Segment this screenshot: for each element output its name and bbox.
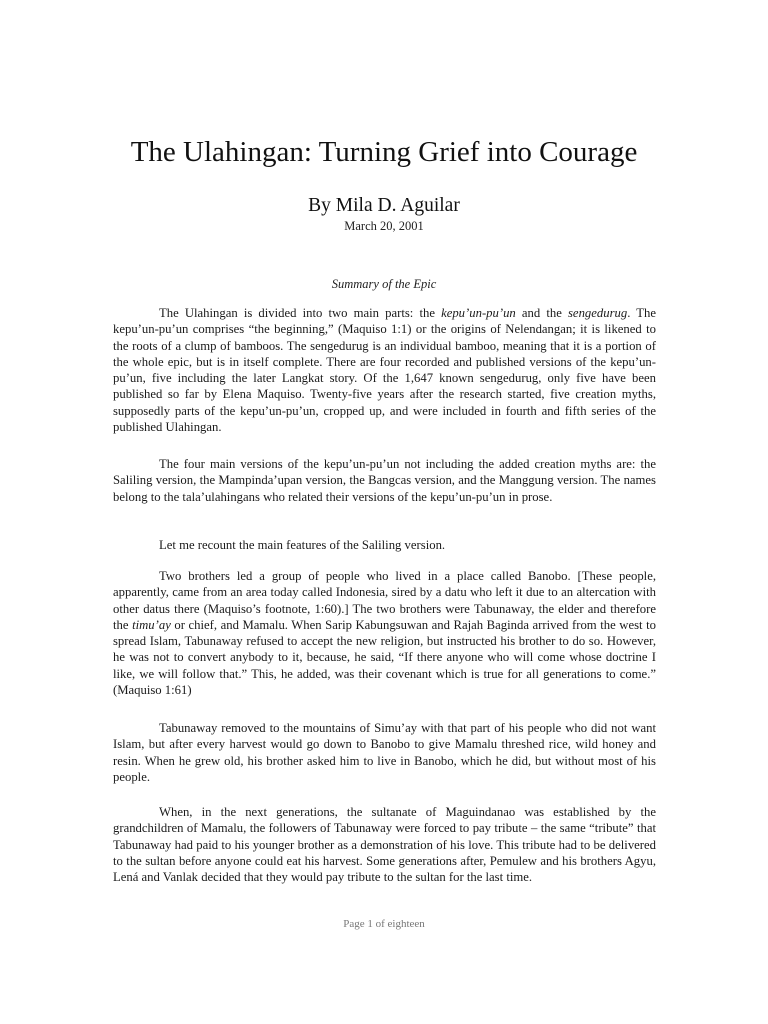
document-title: The Ulahingan: Turning Grief into Courage <box>130 136 638 168</box>
paragraph-2 <box>113 456 656 505</box>
paragraph-2-text: The four main versions of the kepu’un-pu’un not including the added creation myths are: the Saliling version, the Mampinda’upan version, the Bangcas version, and the Manggung version. The names belong to the tala’ulahingans who related their versions of the kepu’un-pu’un in prose. <box>113 457 656 504</box>
paragraph-5-text: Tabunaway removed to the mountains of Simu’ay with that part of his people who did not want Islam, but after every harvest would go down to Banobo to give Mamalu threshed rice, wild honey and resin. When he grew old, his brother asked him to live in Banobo, which he did, but without most of his people. <box>113 721 656 784</box>
page-number: Page 1 of eighteen <box>343 918 425 930</box>
paragraph-4 <box>113 568 656 698</box>
paragraph-3 <box>113 537 656 553</box>
paragraph-5 <box>113 720 656 785</box>
paragraph-1-text-a: The Ulahingan is divided into two main parts: the <box>159 306 442 320</box>
paragraph-1-text-c: and the <box>515 306 568 320</box>
paragraph-6-text: When, in the next generations, the sultanate of Maguindanao was established by the grandchildren of Mamalu, the followers of Tabunaway were forced to pay tribute – the same “tribute” that Tabunaway had paid to his younger brother as a demonstration of his love. This tribute had to be delivered to the sultan before anyone could eat his harvest. Some generations after, Pemulew and his brothers Agyu, Lená and Vanlak decided that they would pay tribute to the sultan for the last time. <box>113 805 656 885</box>
term-timuay: timu’ay <box>132 617 171 632</box>
document-author: By Mila D. Aguilar <box>308 195 460 216</box>
document-date: March 20, 2001 <box>344 219 424 233</box>
paragraph-3-text: Let me recount the main features of the Saliling version. <box>159 538 446 552</box>
paragraph-4-text-c: or chief, and Mamalu. When Sarip Kabungsuwan and Rajah Baginda arrived from the west to spread Islam, Tabunaway refused to accept the new religion, but instructed his brother to do so. However, he was not to convert anybody to it, because, he said, “If there anyone who will come whose doctrine I like, we will follow that.” This, he added, was their covenant which is true for all generations to come.” (Maquiso 1:61) <box>113 617 656 698</box>
paragraph-1 <box>113 305 656 435</box>
term-kepuun-puun: kepu’un-pu’un <box>441 306 516 320</box>
section-heading: Summary of the Epic <box>331 277 437 291</box>
paragraph-6 <box>113 804 656 885</box>
paragraph-1-text-e: . The kepu’un-pu’un comprises “the beginning,” (Maquiso 1:1) or the origins of Nelendangan; it is likened to the roots of a clump of bamboos. The sengedurug is an individual bamboo, meaning that it is a portion of the whole epic, but is in itself complete. There are four recorded and published versions of the kepu’un-pu’un, five including the later Langkat story. Of the 1,647 known sengedurug, only five have been published so far by Elena Maquiso. Twenty-five years after the research started, five creation myths, supposedly parts of the kepu’un-pu’un, cropped up, and were included in fourth and fifth series of the published Ulahingan. <box>113 306 656 435</box>
term-sengedurug: sengedurug <box>568 306 628 320</box>
paragraph-4-text-a: Two brothers led a group of people who lived in a place called Banobo. [These people, apparently, came from an area today called Indonesia, sired by a datu who left it due to an altercation with other datus there (Maquiso’s footnote, 1:60).] The two brothers were Tabunaway, the elder and therefore the <box>113 569 656 632</box>
